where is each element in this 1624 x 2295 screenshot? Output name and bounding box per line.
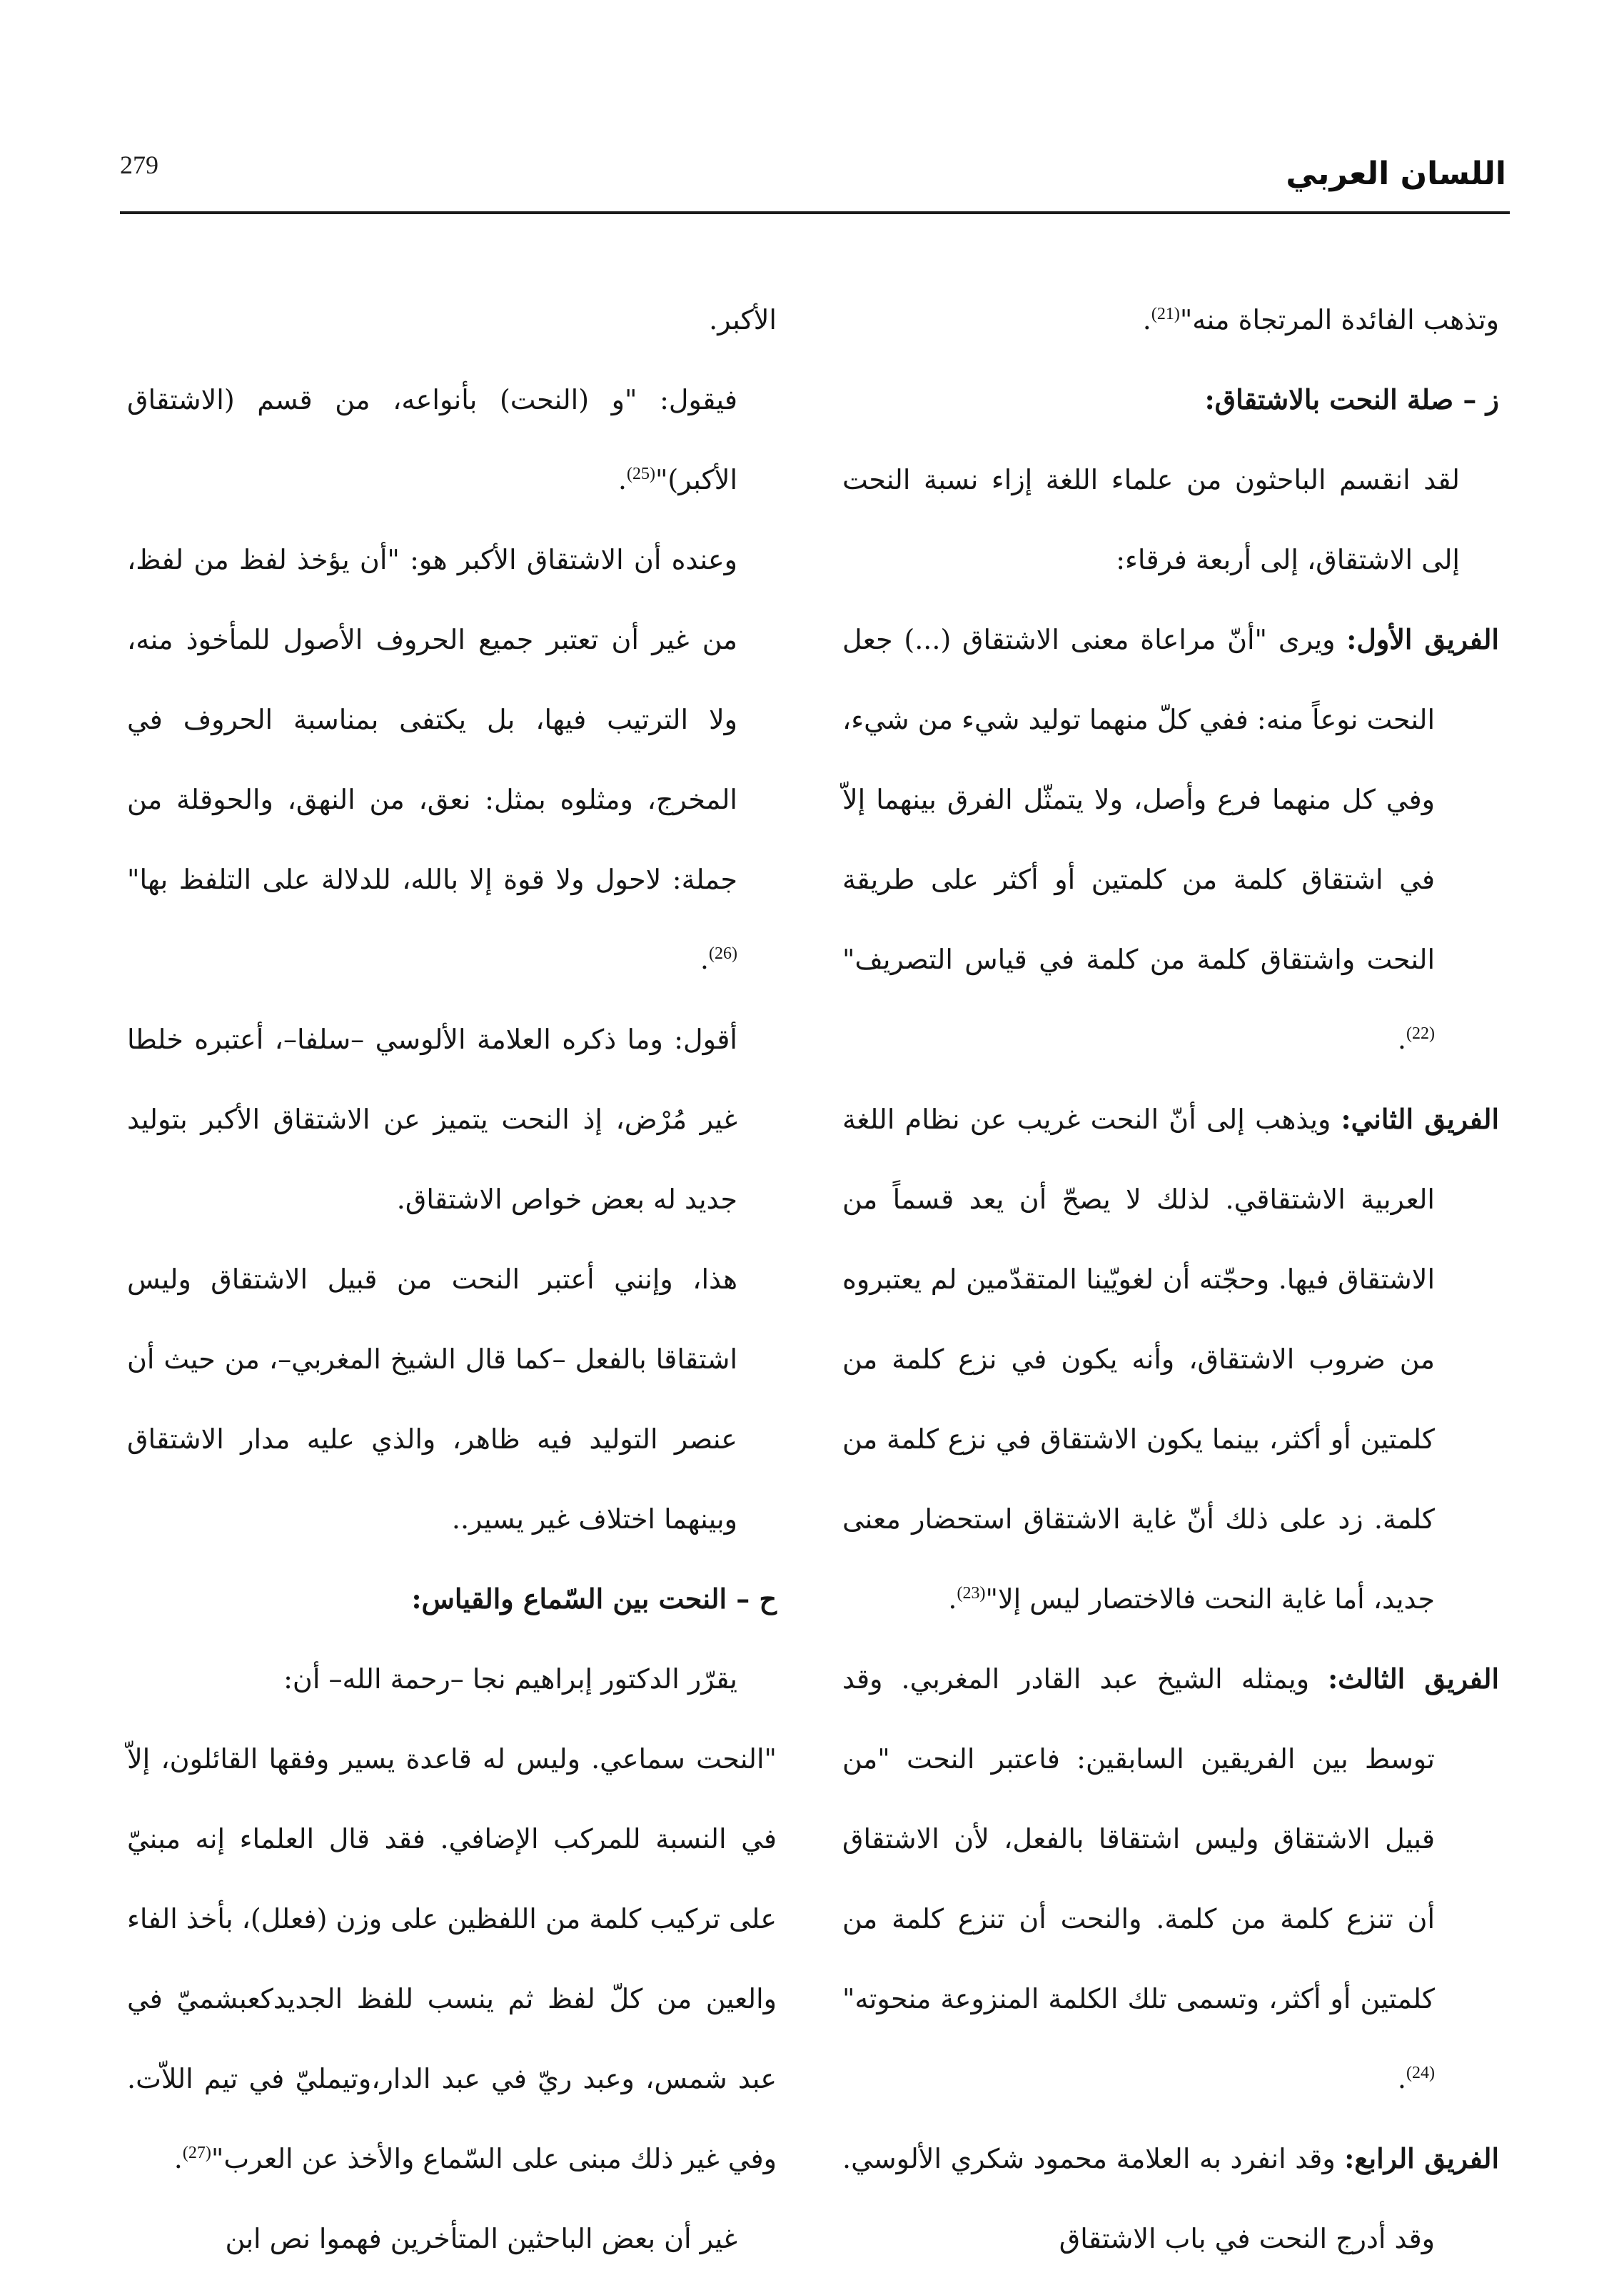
left-column — [127, 280, 777, 2279]
paragraph-naja-quote: "النحت سماعي. وليس له قاعدة يسير وفقها القائلون، إلاّ في النسبة للمركب الإضافي. فقد قال العلماء إنه مبنيّ على تركيب كلمة من اللفظين على وزن (فعلل)، بأخذ الفاء والعين من كلّ لفظ ثم ينسب للفظ الجديدكعبشميّ في عبد شمس، وعبد ريّ في عبد الدار،وتيمليّ في تيم اللاّت. وفي غير ذلك مبنى على السّماع والأخذ عن العرب"$^{(27)}$. — [127, 1743, 777, 2174]
group-three-paragraph: الفريق الثالث: ويمثله الشيخ عبد القادر المغربي. وقد توسط بين الفريقين السابقين: فاعتبر النحت "من قبيل الاشتقاق وليس اشتقاقا بالفعل، لأن الاشتقاق أن تنزع كلمة من كلمة. والنحت أن تنزع كلمة من كلمتين أو أكثر، وتسمى تلك الكلمة المنزوعة منحوته"$^{(24)}$. — [842, 1663, 1500, 2094]
group-four-paragraph: الفريق الرابع: وقد انفرد به العلامة محمود شكري الألوسي. وقد أدرج النحت في باب الاشتقاق — [842, 2142, 1499, 2254]
footnote-ref: (21) — [1151, 305, 1180, 323]
footnote-ref: (27) — [182, 2144, 211, 2162]
paragraph-continuation: الأكبر. — [709, 304, 777, 336]
paragraph-definition: وعنده أن الاشتقاق الأكبر هو: "أن يؤخذ لفظ من لفظ، من غير أن تعتبر جميع الحروف الأصول للمأخوذ منه، ولا الترتيب فيها، بل يكتفى بمناسبة الحروف في المخرج، ومثلوه بمثل: نعق، من النهق، والحوقلة من جملة: لاحول ولا قوة إلا بالله، للدلالة على التلفظ بها"$^{(26)}$. — [127, 544, 737, 975]
footnote-ref: (25) — [626, 465, 655, 483]
group-one-paragraph: الفريق الأول: ويرى "أنّ مراعاة معنى الاشتقاق (...) جعل النحت نوعاً منه: ففي كلّ منهما توليد شيء من شيء، وفي كل منهما فرع وأصل، ولا يتمثّل الفرق بينهما إلاّ في اشتقاق كلمة من كلمتين أو أكثر على طريقة النحت واشتقاق كلمة من كلمة في قياس التصريف"$^{(22)}$. — [842, 623, 1499, 1055]
section-heading-h: ح – النحت بين السّماع والقياس: — [411, 1583, 777, 1615]
footnote-ref: (22) — [1406, 1024, 1435, 1043]
group-two-paragraph: الفريق الثاني: ويذهب إلى أنّ النحت غريب عن نظام اللغة العربية الاشتقاقي. لذلك لا يصحّ أن يعد قسماً من الاشتقاق فيها. وحجّته أن لغويّينا المتقدّمين لم يعتبروه من ضروب الاشتقاق، وأنه يكون في نزع كلمة من كلمتين أو أكثر، بينما يكون الاشتقاق في نزع كلمة من كلمة. زد على ذلك أنّ غاية الاشتقاق استحضار معنى جديد، أما غاية النحت فالاختصار ليس إلا"$^{(23)}$. — [842, 1103, 1499, 1615]
paragraph-opinion: أقول: وما ذكره العلامة الألوسي –سلفا–، أعتبره خلطا غير مُرْض، إذ النحت يتميز عن الاشتقاق الأكبر بتوليد جديد له بعض خواص الاشتقاق. — [127, 1024, 737, 1215]
page-number: 279 — [120, 151, 158, 179]
paragraph-continuation: وتذهب الفائدة المرتجاة منه"$^{(21)}$. — [1142, 304, 1499, 336]
header-rule — [120, 211, 1510, 214]
paragraph-intro: لقد انقسم الباحثون من علماء اللغة إزاء نسبة النحت إلى الاشتقاق، إلى أربعة فرقاء: — [842, 464, 1460, 575]
paragraph-naja: يقرّر الدكتور إبراهيم نجا –رحمة الله– أن: — [283, 1663, 737, 1695]
footnote-ref: (26) — [709, 944, 737, 963]
paragraph-conclusion: هذا، وإنني أعتبر النحت من قبيل الاشتقاق وليس اشتقاقا بالفعل –كما قال الشيخ المغربي–، من حيث أن عنصر التوليد فيه ظاهر، والذي عليه مدار الاشتقاق وبينهما اختلاف غير يسير.. — [127, 1263, 737, 1535]
journal-logo: اللسان العربي — [1286, 156, 1506, 192]
right-column — [842, 280, 1499, 2279]
paragraph-final: غير أن بعض الباحثين المتأخرين فهموا نص ابن — [225, 2223, 737, 2254]
footnote-ref: (23) — [957, 1584, 986, 1603]
paragraph-quote-alusi: فيقول: "و (النحت) بأنواعه، من قسم (الاشتقاق الأكبر)"$^{(25)}$. — [127, 384, 737, 495]
footnote-ref: (24) — [1406, 2064, 1435, 2082]
section-heading-z: ز – صلة النحت بالاشتقاق: — [1204, 383, 1499, 415]
